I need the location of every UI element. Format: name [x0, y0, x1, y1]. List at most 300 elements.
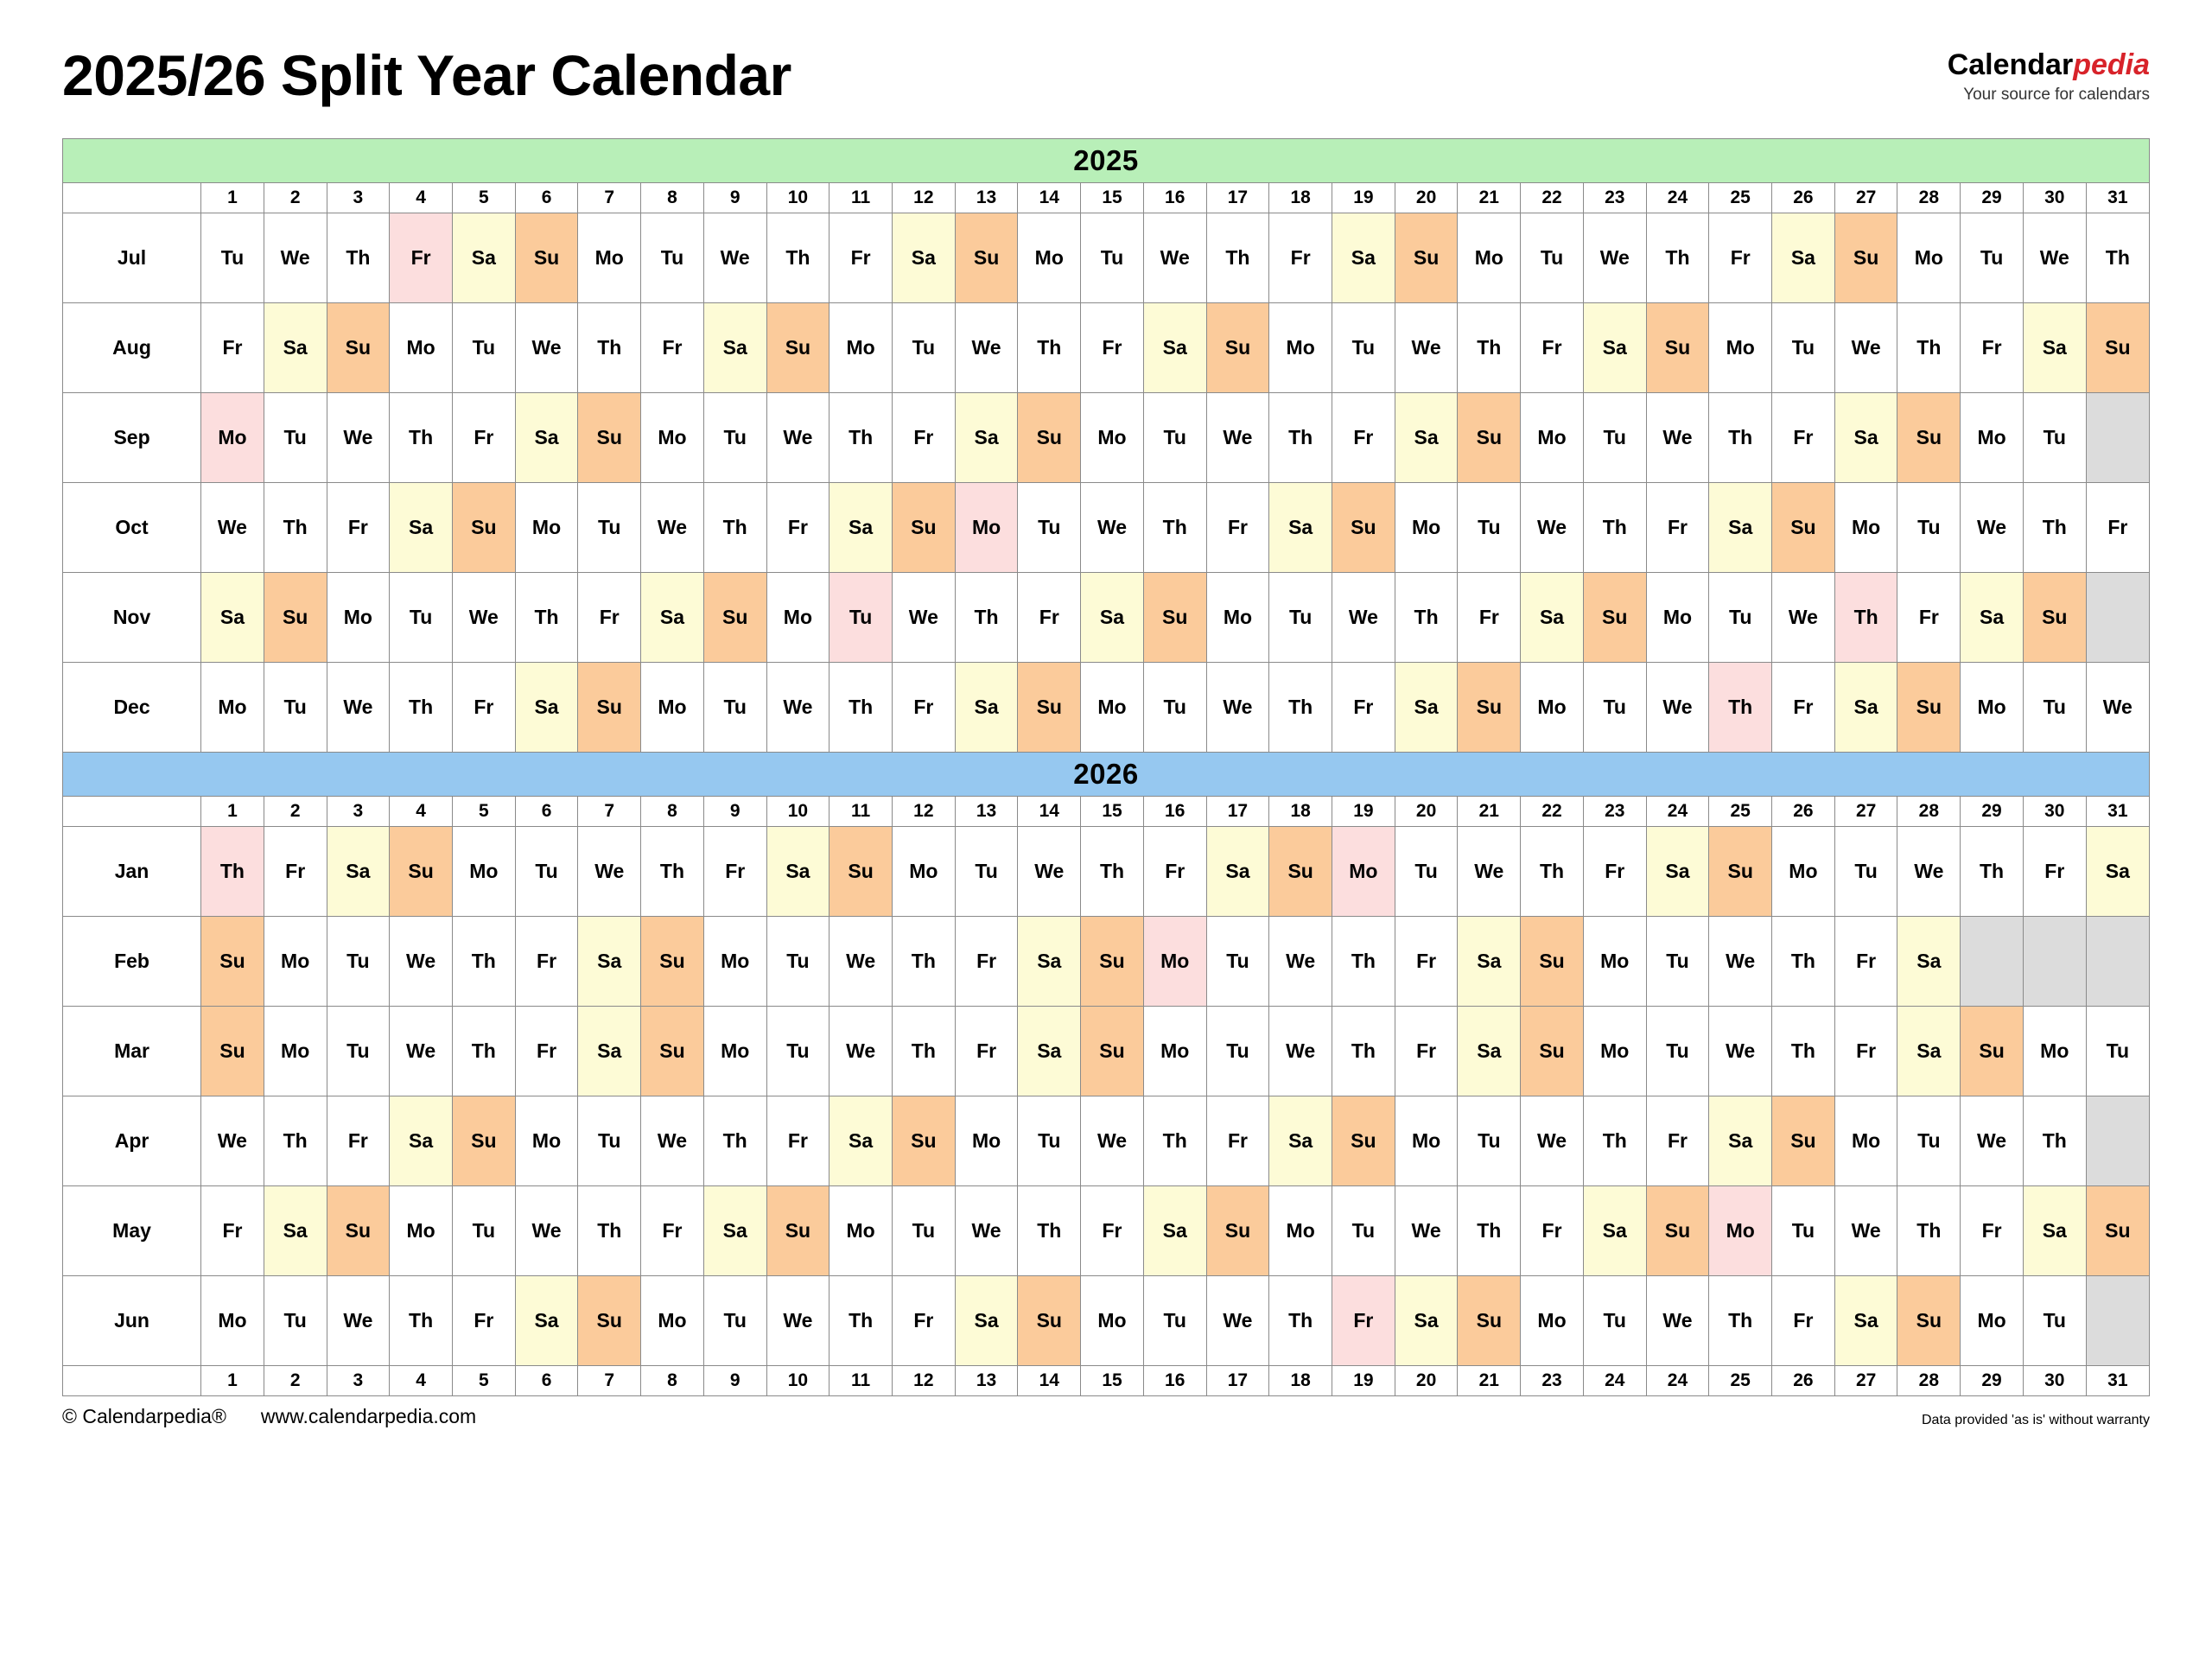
day-cell[interactable]: Mo — [1961, 393, 2024, 483]
day-cell[interactable]: Sa — [390, 483, 453, 573]
day-cell[interactable]: Th — [1143, 1096, 1206, 1186]
day-cell[interactable]: Fr — [1332, 663, 1395, 753]
day-cell[interactable]: Tu — [1583, 1276, 1646, 1366]
day-cell[interactable]: Fr — [515, 917, 578, 1007]
day-cell[interactable]: Th — [830, 1276, 893, 1366]
day-cell[interactable]: Sa — [1269, 483, 1332, 573]
day-cell[interactable]: Tu — [2023, 1276, 2086, 1366]
day-cell[interactable]: Fr — [1646, 1096, 1709, 1186]
day-cell[interactable]: Su — [1897, 663, 1961, 753]
day-cell[interactable]: Th — [1709, 393, 1772, 483]
day-cell[interactable]: Fr — [452, 663, 515, 753]
day-cell[interactable]: Tu — [955, 827, 1018, 917]
day-cell[interactable]: Tu — [1143, 393, 1206, 483]
day-cell[interactable]: We — [1709, 1007, 1772, 1096]
day-cell[interactable]: We — [578, 827, 641, 917]
day-cell[interactable]: Mo — [390, 303, 453, 393]
day-cell[interactable]: Th — [1143, 483, 1206, 573]
day-cell[interactable] — [2086, 917, 2149, 1007]
day-cell[interactable]: Sa — [1395, 1276, 1458, 1366]
day-cell[interactable]: Su — [766, 303, 830, 393]
day-cell[interactable]: Sa — [327, 827, 390, 917]
day-cell[interactable]: We — [1395, 1186, 1458, 1276]
day-cell[interactable]: Th — [1458, 303, 1521, 393]
day-cell[interactable]: Th — [515, 573, 578, 663]
day-cell[interactable]: Fr — [201, 303, 264, 393]
day-cell[interactable]: Tu — [641, 213, 704, 303]
day-cell[interactable]: We — [264, 213, 327, 303]
day-cell[interactable]: Fr — [1583, 827, 1646, 917]
day-cell[interactable]: Th — [578, 303, 641, 393]
day-cell[interactable]: Mo — [1269, 1186, 1332, 1276]
day-cell[interactable]: Tu — [892, 303, 955, 393]
day-cell[interactable]: Th — [578, 1186, 641, 1276]
day-cell[interactable]: Tu — [1709, 573, 1772, 663]
day-cell[interactable]: Sa — [515, 393, 578, 483]
day-cell[interactable]: Fr — [1834, 1007, 1897, 1096]
day-cell[interactable] — [1961, 917, 2024, 1007]
day-cell[interactable]: Sa — [515, 1276, 578, 1366]
day-cell[interactable]: Tu — [1772, 303, 1835, 393]
day-cell[interactable]: Mo — [201, 393, 264, 483]
day-cell[interactable]: Th — [390, 663, 453, 753]
day-cell[interactable]: Tu — [1521, 213, 1584, 303]
day-cell[interactable]: Mo — [327, 573, 390, 663]
day-cell[interactable]: Tu — [515, 827, 578, 917]
day-cell[interactable]: Th — [1772, 1007, 1835, 1096]
day-cell[interactable]: Mo — [1081, 1276, 1144, 1366]
day-cell[interactable]: Mo — [515, 1096, 578, 1186]
day-cell[interactable]: Fr — [1206, 483, 1269, 573]
day-cell[interactable]: Tu — [1646, 1007, 1709, 1096]
day-cell[interactable]: Sa — [1269, 1096, 1332, 1186]
day-cell[interactable]: Mo — [1018, 213, 1081, 303]
day-cell[interactable]: Su — [578, 1276, 641, 1366]
day-cell[interactable]: Su — [1081, 1007, 1144, 1096]
day-cell[interactable]: Tu — [830, 573, 893, 663]
day-cell[interactable]: We — [327, 1276, 390, 1366]
day-cell[interactable]: Mo — [1834, 483, 1897, 573]
day-cell[interactable]: Th — [390, 1276, 453, 1366]
day-cell[interactable]: Tu — [1332, 1186, 1395, 1276]
day-cell[interactable]: We — [1646, 393, 1709, 483]
day-cell[interactable]: Su — [578, 393, 641, 483]
day-cell[interactable]: Fr — [892, 663, 955, 753]
day-cell[interactable]: We — [1961, 1096, 2024, 1186]
day-cell[interactable]: We — [1395, 303, 1458, 393]
day-cell[interactable]: Fr — [641, 1186, 704, 1276]
day-cell[interactable]: Th — [1206, 213, 1269, 303]
day-cell[interactable]: Sa — [1018, 917, 1081, 1007]
day-cell[interactable]: Tu — [264, 663, 327, 753]
day-cell[interactable]: Mo — [1583, 1007, 1646, 1096]
day-cell[interactable]: Tu — [327, 1007, 390, 1096]
day-cell[interactable]: Tu — [1018, 1096, 1081, 1186]
day-cell[interactable]: We — [1018, 827, 1081, 917]
day-cell[interactable]: Mo — [452, 827, 515, 917]
day-cell[interactable]: Su — [201, 1007, 264, 1096]
day-cell[interactable]: We — [830, 917, 893, 1007]
day-cell[interactable]: Sa — [264, 303, 327, 393]
day-cell[interactable]: Mo — [892, 827, 955, 917]
day-cell[interactable]: We — [1521, 483, 1584, 573]
day-cell[interactable]: Su — [641, 1007, 704, 1096]
day-cell[interactable]: Fr — [955, 1007, 1018, 1096]
day-cell[interactable]: Su — [1018, 1276, 1081, 1366]
day-cell[interactable]: Sa — [830, 1096, 893, 1186]
day-cell[interactable]: Su — [2086, 1186, 2149, 1276]
day-cell[interactable]: Tu — [1834, 827, 1897, 917]
day-cell[interactable]: Mo — [641, 1276, 704, 1366]
day-cell[interactable]: Su — [1709, 827, 1772, 917]
day-cell[interactable]: Th — [766, 213, 830, 303]
day-cell[interactable]: We — [201, 483, 264, 573]
day-cell[interactable]: Mo — [1143, 917, 1206, 1007]
day-cell[interactable]: Tu — [264, 393, 327, 483]
day-cell[interactable]: Sa — [1395, 393, 1458, 483]
day-cell[interactable]: Su — [1772, 1096, 1835, 1186]
day-cell[interactable]: Mo — [641, 393, 704, 483]
day-cell[interactable]: Fr — [1081, 1186, 1144, 1276]
day-cell[interactable]: Th — [1583, 1096, 1646, 1186]
day-cell[interactable]: Tu — [703, 663, 766, 753]
day-cell[interactable]: Sa — [1961, 573, 2024, 663]
day-cell[interactable]: Fr — [515, 1007, 578, 1096]
day-cell[interactable]: Fr — [641, 303, 704, 393]
day-cell[interactable]: Su — [1458, 1276, 1521, 1366]
day-cell[interactable]: We — [1206, 663, 1269, 753]
day-cell[interactable]: Mo — [1395, 483, 1458, 573]
day-cell[interactable]: We — [515, 303, 578, 393]
day-cell[interactable]: Mo — [641, 663, 704, 753]
day-cell[interactable]: Tu — [578, 483, 641, 573]
day-cell[interactable]: We — [1646, 663, 1709, 753]
day-cell[interactable]: Su — [766, 1186, 830, 1276]
day-cell[interactable]: Fr — [766, 483, 830, 573]
day-cell[interactable]: Sa — [955, 1276, 1018, 1366]
day-cell[interactable]: Su — [327, 1186, 390, 1276]
day-cell[interactable]: Fr — [1395, 1007, 1458, 1096]
day-cell[interactable]: Th — [452, 1007, 515, 1096]
day-cell[interactable]: We — [1709, 917, 1772, 1007]
day-cell[interactable]: Su — [1018, 663, 1081, 753]
day-cell[interactable]: Fr — [830, 213, 893, 303]
day-cell[interactable]: Su — [892, 483, 955, 573]
day-cell[interactable]: Sa — [2023, 303, 2086, 393]
day-cell[interactable]: We — [955, 303, 1018, 393]
day-cell[interactable]: Su — [1018, 393, 1081, 483]
day-cell[interactable]: Su — [1834, 213, 1897, 303]
day-cell[interactable]: We — [1521, 1096, 1584, 1186]
day-cell[interactable]: Mo — [264, 917, 327, 1007]
day-cell[interactable]: Fr — [955, 917, 1018, 1007]
day-cell[interactable]: Sa — [1709, 483, 1772, 573]
day-cell[interactable]: Tu — [1206, 1007, 1269, 1096]
day-cell[interactable]: Tu — [1018, 483, 1081, 573]
day-cell[interactable] — [2086, 1276, 2149, 1366]
day-cell[interactable]: We — [390, 917, 453, 1007]
day-cell[interactable]: Mo — [830, 1186, 893, 1276]
day-cell[interactable] — [2086, 573, 2149, 663]
day-cell[interactable]: We — [1772, 573, 1835, 663]
day-cell[interactable]: We — [452, 573, 515, 663]
day-cell[interactable]: Sa — [515, 663, 578, 753]
day-cell[interactable]: Fr — [892, 393, 955, 483]
day-cell[interactable]: Mo — [1081, 393, 1144, 483]
day-cell[interactable]: Mo — [1269, 303, 1332, 393]
day-cell[interactable]: Su — [2086, 303, 2149, 393]
day-cell[interactable]: Sa — [390, 1096, 453, 1186]
day-cell[interactable]: Th — [1583, 483, 1646, 573]
day-cell[interactable]: Fr — [1521, 1186, 1584, 1276]
day-cell[interactable]: Su — [390, 827, 453, 917]
day-cell[interactable]: Th — [1081, 827, 1144, 917]
day-cell[interactable]: Th — [1897, 1186, 1961, 1276]
day-cell[interactable]: Su — [1143, 573, 1206, 663]
day-cell[interactable]: Fr — [1646, 483, 1709, 573]
day-cell[interactable]: Tu — [1143, 1276, 1206, 1366]
day-cell[interactable]: Su — [1772, 483, 1835, 573]
day-cell[interactable]: Fr — [2023, 827, 2086, 917]
day-cell[interactable]: Fr — [703, 827, 766, 917]
day-cell[interactable]: Tu — [201, 213, 264, 303]
day-cell[interactable]: Sa — [1143, 1186, 1206, 1276]
day-cell[interactable]: Tu — [1961, 213, 2024, 303]
day-cell[interactable]: Th — [1269, 663, 1332, 753]
day-cell[interactable]: Su — [1332, 1096, 1395, 1186]
day-cell[interactable]: Th — [1332, 917, 1395, 1007]
day-cell[interactable]: Fr — [201, 1186, 264, 1276]
day-cell[interactable]: Mo — [1897, 213, 1961, 303]
day-cell[interactable]: Th — [264, 1096, 327, 1186]
day-cell[interactable]: Sa — [766, 827, 830, 917]
day-cell[interactable]: Th — [1897, 303, 1961, 393]
day-cell[interactable]: Th — [452, 917, 515, 1007]
day-cell[interactable]: Fr — [1521, 303, 1584, 393]
day-cell[interactable]: Tu — [2023, 393, 2086, 483]
day-cell[interactable]: Fr — [766, 1096, 830, 1186]
day-cell[interactable]: Fr — [1772, 663, 1835, 753]
day-cell[interactable]: We — [766, 393, 830, 483]
day-cell[interactable]: Th — [1521, 827, 1584, 917]
day-cell[interactable]: We — [766, 663, 830, 753]
day-cell[interactable]: Tu — [1458, 483, 1521, 573]
day-cell[interactable]: Fr — [1834, 917, 1897, 1007]
day-cell[interactable]: Su — [1897, 393, 1961, 483]
day-cell[interactable]: Su — [1521, 1007, 1584, 1096]
day-cell[interactable]: Sa — [1395, 663, 1458, 753]
day-cell[interactable]: Fr — [1772, 393, 1835, 483]
day-cell[interactable]: Th — [830, 663, 893, 753]
day-cell[interactable]: Mo — [1772, 827, 1835, 917]
day-cell[interactable]: Mo — [703, 1007, 766, 1096]
day-cell[interactable]: Sa — [955, 663, 1018, 753]
day-cell[interactable]: Mo — [201, 663, 264, 753]
day-cell[interactable]: We — [515, 1186, 578, 1276]
day-cell[interactable]: Sa — [830, 483, 893, 573]
day-cell[interactable]: Fr — [452, 393, 515, 483]
day-cell[interactable]: Th — [1018, 303, 1081, 393]
day-cell[interactable]: Tu — [390, 573, 453, 663]
day-cell[interactable]: Fr — [1961, 1186, 2024, 1276]
day-cell[interactable]: Sa — [1772, 213, 1835, 303]
day-cell[interactable]: Mo — [264, 1007, 327, 1096]
day-cell[interactable]: Tu — [1897, 1096, 1961, 1186]
day-cell[interactable]: We — [1206, 393, 1269, 483]
day-cell[interactable]: Th — [1018, 1186, 1081, 1276]
day-cell[interactable]: Su — [515, 213, 578, 303]
day-cell[interactable]: Su — [830, 827, 893, 917]
day-cell[interactable]: Su — [452, 483, 515, 573]
day-cell[interactable]: Su — [1583, 573, 1646, 663]
day-cell[interactable]: Sa — [1834, 1276, 1897, 1366]
day-cell[interactable]: Su — [327, 303, 390, 393]
day-cell[interactable]: We — [1834, 1186, 1897, 1276]
day-cell[interactable]: We — [390, 1007, 453, 1096]
day-cell[interactable]: We — [1143, 213, 1206, 303]
day-cell[interactable]: Sa — [1458, 1007, 1521, 1096]
day-cell[interactable]: Sa — [1583, 1186, 1646, 1276]
day-cell[interactable]: Tu — [1081, 213, 1144, 303]
day-cell[interactable]: Sa — [1458, 917, 1521, 1007]
day-cell[interactable]: Th — [2023, 483, 2086, 573]
day-cell[interactable]: Fr — [1709, 213, 1772, 303]
day-cell[interactable]: Mo — [390, 1186, 453, 1276]
day-cell[interactable]: Sa — [578, 917, 641, 1007]
day-cell[interactable]: Mo — [1521, 393, 1584, 483]
day-cell[interactable] — [2023, 917, 2086, 1007]
day-cell[interactable]: Sa — [452, 213, 515, 303]
day-cell[interactable]: Mo — [1709, 1186, 1772, 1276]
day-cell[interactable]: Th — [703, 1096, 766, 1186]
day-cell[interactable]: Mo — [766, 573, 830, 663]
day-cell[interactable]: Sa — [1206, 827, 1269, 917]
day-cell[interactable]: Su — [1332, 483, 1395, 573]
day-cell[interactable]: Mo — [1961, 1276, 2024, 1366]
day-cell[interactable]: Mo — [1961, 663, 2024, 753]
day-cell[interactable]: Sa — [1897, 1007, 1961, 1096]
day-cell[interactable]: Fr — [390, 213, 453, 303]
day-cell[interactable]: We — [830, 1007, 893, 1096]
day-cell[interactable]: Mo — [201, 1276, 264, 1366]
day-cell[interactable]: Tu — [1458, 1096, 1521, 1186]
day-cell[interactable]: We — [1269, 917, 1332, 1007]
day-cell[interactable]: Mo — [1458, 213, 1521, 303]
day-cell[interactable]: Fr — [1961, 303, 2024, 393]
day-cell[interactable]: Tu — [327, 917, 390, 1007]
day-cell[interactable]: Fr — [1081, 303, 1144, 393]
day-cell[interactable]: Th — [390, 393, 453, 483]
day-cell[interactable]: Tu — [1646, 917, 1709, 1007]
day-cell[interactable]: Mo — [1521, 1276, 1584, 1366]
day-cell[interactable]: Sa — [1583, 303, 1646, 393]
day-cell[interactable]: Sa — [1834, 663, 1897, 753]
day-cell[interactable]: Tu — [1143, 663, 1206, 753]
day-cell[interactable]: Mo — [955, 1096, 1018, 1186]
day-cell[interactable]: We — [1332, 573, 1395, 663]
day-cell[interactable]: Tu — [578, 1096, 641, 1186]
day-cell[interactable]: Mo — [515, 483, 578, 573]
day-cell[interactable]: Su — [578, 663, 641, 753]
day-cell[interactable]: Th — [2023, 1096, 2086, 1186]
day-cell[interactable]: Sa — [1018, 1007, 1081, 1096]
day-cell[interactable]: Sa — [1897, 917, 1961, 1007]
day-cell[interactable]: Th — [2086, 213, 2149, 303]
day-cell[interactable]: Su — [1395, 213, 1458, 303]
day-cell[interactable]: Mo — [1206, 573, 1269, 663]
day-cell[interactable]: Sa — [1143, 303, 1206, 393]
day-cell[interactable]: Th — [201, 827, 264, 917]
day-cell[interactable]: Sa — [703, 1186, 766, 1276]
day-cell[interactable]: Su — [1961, 1007, 2024, 1096]
day-cell[interactable]: Fr — [452, 1276, 515, 1366]
day-cell[interactable]: Fr — [1269, 213, 1332, 303]
day-cell[interactable]: We — [2023, 213, 2086, 303]
day-cell[interactable]: Su — [1081, 917, 1144, 1007]
day-cell[interactable]: We — [1834, 303, 1897, 393]
day-cell[interactable]: We — [766, 1276, 830, 1366]
day-cell[interactable]: Su — [2023, 573, 2086, 663]
day-cell[interactable]: Su — [641, 917, 704, 1007]
day-cell[interactable]: Mo — [1143, 1007, 1206, 1096]
day-cell[interactable] — [2086, 1096, 2149, 1186]
day-cell[interactable]: We — [327, 393, 390, 483]
day-cell[interactable]: Su — [1646, 303, 1709, 393]
day-cell[interactable]: Su — [1897, 1276, 1961, 1366]
day-cell[interactable]: Mo — [1521, 663, 1584, 753]
day-cell[interactable]: Sa — [2023, 1186, 2086, 1276]
day-cell[interactable]: Th — [1834, 573, 1897, 663]
day-cell[interactable]: Fr — [2086, 483, 2149, 573]
day-cell[interactable]: Th — [1269, 393, 1332, 483]
day-cell[interactable]: Th — [1646, 213, 1709, 303]
day-cell[interactable]: Su — [1458, 663, 1521, 753]
day-cell[interactable]: Tu — [1269, 573, 1332, 663]
day-cell[interactable]: Tu — [452, 303, 515, 393]
day-cell[interactable]: Mo — [1709, 303, 1772, 393]
day-cell[interactable]: Mo — [703, 917, 766, 1007]
day-cell[interactable]: Su — [955, 213, 1018, 303]
day-cell[interactable]: Su — [703, 573, 766, 663]
day-cell[interactable]: Sa — [2086, 827, 2149, 917]
day-cell[interactable]: Mo — [830, 303, 893, 393]
day-cell[interactable]: Su — [892, 1096, 955, 1186]
day-cell[interactable]: Tu — [1395, 827, 1458, 917]
day-cell[interactable]: Su — [452, 1096, 515, 1186]
day-cell[interactable]: Th — [1332, 1007, 1395, 1096]
day-cell[interactable]: Mo — [578, 213, 641, 303]
day-cell[interactable]: Su — [1206, 303, 1269, 393]
day-cell[interactable]: Th — [830, 393, 893, 483]
day-cell[interactable]: Sa — [1709, 1096, 1772, 1186]
day-cell[interactable]: We — [641, 1096, 704, 1186]
day-cell[interactable]: We — [1897, 827, 1961, 917]
day-cell[interactable]: Th — [1269, 1276, 1332, 1366]
day-cell[interactable]: Th — [641, 827, 704, 917]
day-cell[interactable]: Th — [1709, 663, 1772, 753]
day-cell[interactable]: Mo — [1332, 827, 1395, 917]
day-cell[interactable]: Su — [1646, 1186, 1709, 1276]
day-cell[interactable]: We — [2086, 663, 2149, 753]
day-cell[interactable]: Fr — [1143, 827, 1206, 917]
day-cell[interactable]: We — [1646, 1276, 1709, 1366]
day-cell[interactable]: We — [1269, 1007, 1332, 1096]
day-cell[interactable]: Th — [955, 573, 1018, 663]
day-cell[interactable]: We — [955, 1186, 1018, 1276]
day-cell[interactable]: Th — [1772, 917, 1835, 1007]
day-cell[interactable]: Tu — [452, 1186, 515, 1276]
day-cell[interactable]: Su — [1521, 917, 1584, 1007]
